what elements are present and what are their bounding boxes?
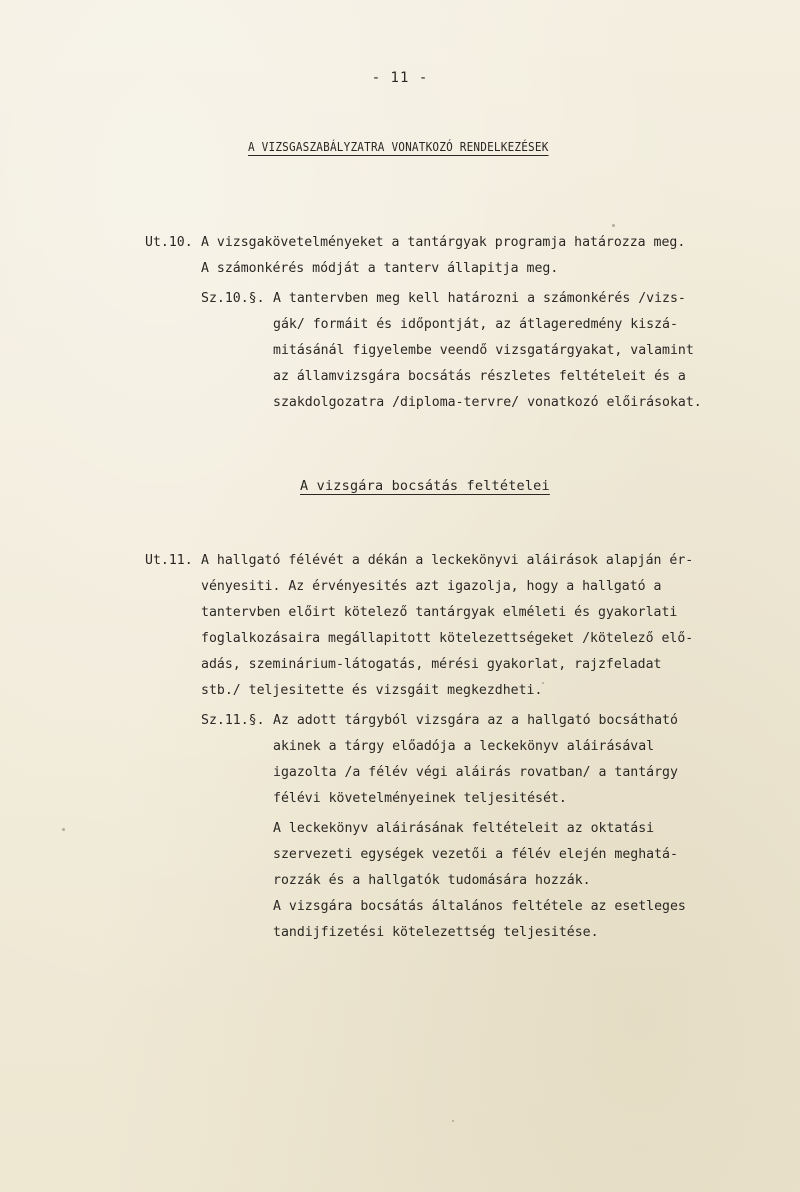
text-line: A tantervben meg kell határozni a számonkérés /vizs- [273,291,686,306]
text-line: stb./ teljesitette és vizsgáit megkezdheti. [201,683,543,698]
text-line: Az adott tárgyból vizsgára az a hallgató bocsátható [273,713,678,728]
subsection-heading: A vizsgára bocsátás feltételei [300,478,550,494]
section-heading: A VIZSGASZABÁLYZATRA VONATKOZÓ RENDELKEZÉSEK [248,140,549,154]
text-line: A vizsgakövetelményeket a tantárgyak programja határozza meg. [201,235,686,250]
text-line: foglalkozásaira megállapitott kötelezettségeket /kötelező elő- [201,631,694,646]
text-line: gák/ formáit és időpontját, az átlageredmény kiszá- [273,317,678,332]
text-line: félévi követelményeinek teljesitését. [273,791,567,806]
paper-speck [62,828,65,831]
page-number: - 11 - [371,70,429,86]
paper-speck [452,1120,454,1122]
text-line: az államvizsgára bocsátás részletes feltételeit és a [273,369,686,384]
text-line: szakdolgozatra /diploma-tervre/ vonatkozó előirásokat. [273,395,702,410]
paragraph-marker-ut10: Ut.10. [145,235,193,250]
paper-speck [612,224,615,227]
text-line: szervezeti egységek vezetői a félév elején meghatá- [273,847,678,862]
text-line: A vizsgára bocsátás általános feltétele az esetleges [273,899,686,914]
text-line: akinek a tárgy előadója a leckekönyv aláirásával [273,739,655,754]
text-line: tantervben előirt kötelező tantárgyak elméleti és gyakorlati [201,605,678,620]
text-line: adás, szeminárium-látogatás, mérési gyakorlat, rajzfeladat [201,657,662,672]
paper-speck [542,682,544,684]
text-line: mitásánál figyelembe veendő vizsgatárgyakat, valamint [273,343,694,358]
text-line: A számonkérés módját a tanterv állapitja meg. [201,261,559,276]
paragraph-marker-sz11: Sz.11.§. [201,713,265,728]
paragraph-marker-sz10: Sz.10.§. [201,291,265,306]
text-line: A hallgató félévét a dékán a leckekönyvi aláirások alapján ér- [201,553,694,568]
text-line: tandijfizetési kötelezettség teljesitése. [273,925,599,940]
text-line: A leckekönyv aláirásának feltételeit az oktatási [273,821,655,836]
text-line: vényesiti. Az érvényesités azt igazolja, hogy a hallgató a [201,579,662,594]
paragraph-marker-ut11: Ut.11. [145,553,193,568]
text-line: igazolta /a félév végi aláirás rovatban/ a tantárgy [273,765,678,780]
text-line: rozzák és a hallgatók tudomására hozzák. [273,873,591,888]
